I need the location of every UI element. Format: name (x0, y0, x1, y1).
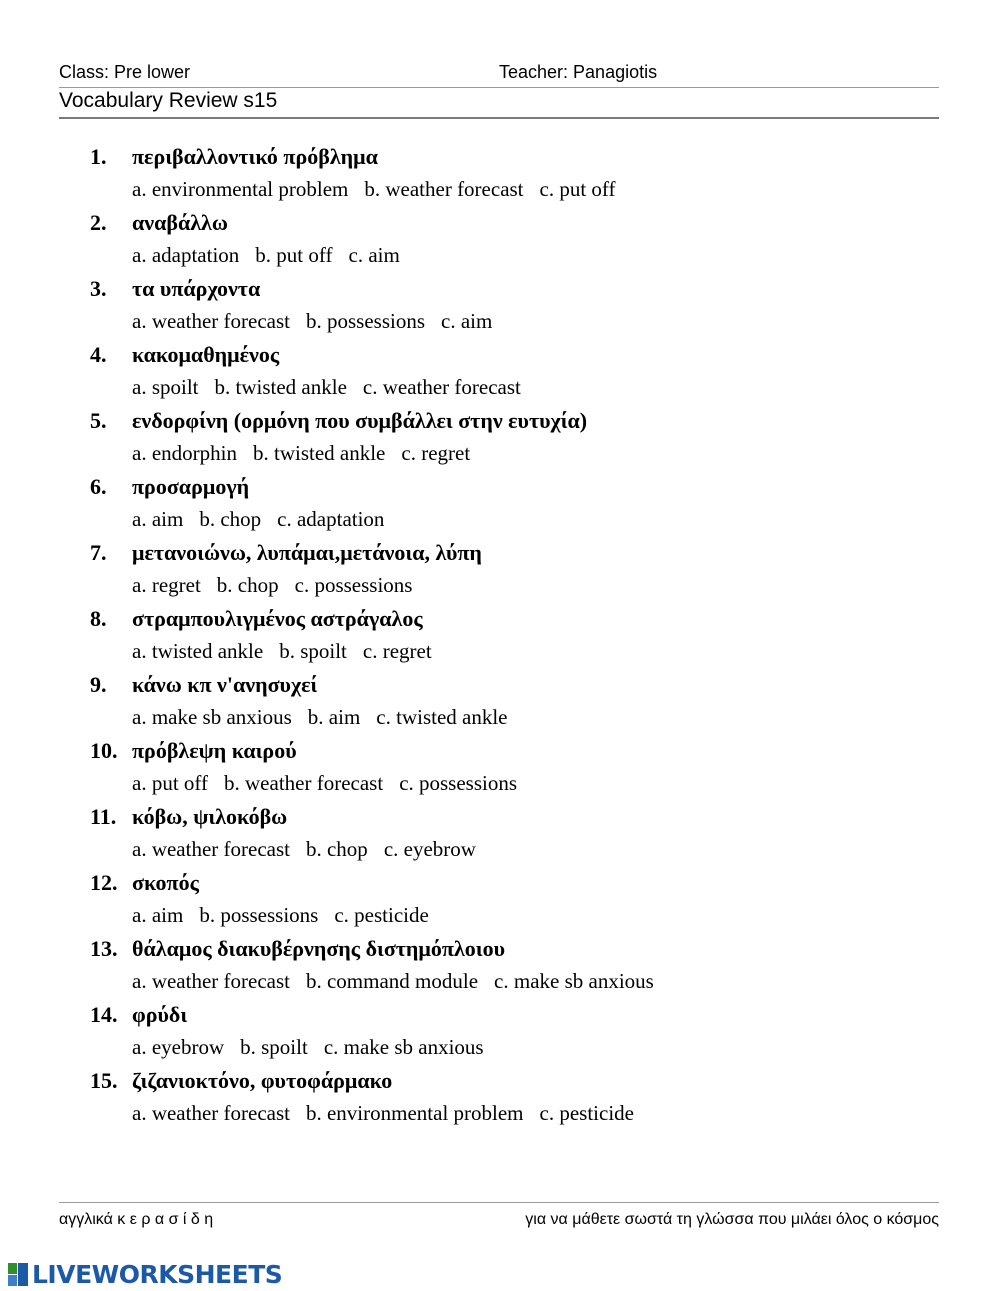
answer-option[interactable]: c. regret (401, 441, 471, 465)
answer-option[interactable]: b. spoilt (279, 639, 347, 663)
answer-options (132, 837, 492, 862)
answer-options (132, 507, 400, 532)
question-item (0, 538, 1000, 604)
answer-options (132, 1035, 500, 1060)
answer-option[interactable]: a. spoilt (132, 375, 199, 399)
answer-option[interactable]: b. weather forecast (364, 177, 524, 201)
question-item (0, 604, 1000, 670)
answer-options (132, 441, 486, 466)
question-prompt: ενδορφίνη (ορμόνη που συμβάλλει στην ευτυχία) (132, 408, 588, 433)
liveworksheets-logo-icon (8, 1260, 30, 1288)
answer-option[interactable]: b. spoilt (240, 1035, 308, 1059)
answer-option[interactable]: b. twisted ankle (252, 441, 386, 465)
question-prompt: περιβαλλοντικό πρόβλημα (132, 144, 378, 169)
answer-options (132, 177, 632, 202)
question-item (0, 208, 1000, 274)
question-number: 8. (90, 606, 107, 631)
answer-option[interactable]: a. weather forecast (132, 837, 290, 861)
header-info-row (59, 62, 939, 84)
liveworksheets-logo[interactable] (8, 1258, 282, 1290)
answer-option[interactable]: c. pesticide (334, 903, 429, 927)
question-number: 13. (90, 936, 118, 961)
question-list (0, 142, 1000, 1132)
logo-text: LIVEWORKSHEETS (32, 1259, 283, 1289)
question-number: 5. (90, 408, 107, 433)
answer-options (132, 243, 416, 268)
question-number: 10. (90, 738, 118, 763)
question-item (0, 406, 1000, 472)
answer-option[interactable]: b. possessions (305, 309, 426, 333)
question-number: 15. (90, 1068, 118, 1093)
question-item (0, 934, 1000, 1000)
question-prompt: τα υπάρχοντα (132, 276, 261, 301)
answer-options (132, 573, 428, 598)
answer-options (132, 969, 670, 994)
question-prompt: κόβω, ψιλοκόβω (132, 804, 288, 829)
question-item (0, 670, 1000, 736)
answer-option[interactable]: c. regret (362, 639, 432, 663)
question-prompt: πρόβλεψη καιρού (132, 738, 297, 763)
question-number: 4. (90, 342, 107, 367)
question-number: 1. (90, 144, 107, 169)
answer-option[interactable]: b. environmental problem (305, 1101, 524, 1125)
answer-options (132, 375, 537, 400)
answer-option[interactable]: c. adaptation (277, 507, 385, 531)
answer-option[interactable]: a. aim (132, 507, 184, 531)
question-item (0, 736, 1000, 802)
question-prompt: σκοπός (132, 870, 199, 895)
question-prompt: φρύδι (132, 1002, 188, 1027)
question-number: 9. (90, 672, 107, 697)
answer-option[interactable]: b. twisted ankle (214, 375, 347, 399)
question-item (0, 340, 1000, 406)
answer-option[interactable]: c. eyebrow (383, 837, 476, 861)
footer-right-text: για να μάθετε σωστά τη γλώσσα που μιλάει όλος ο κόσμος (525, 1211, 939, 1228)
answer-option[interactable]: a. environmental problem (132, 177, 349, 201)
answer-option[interactable]: c. make sb anxious (494, 969, 654, 993)
question-item (0, 472, 1000, 538)
question-prompt: κάνω κπ ν'ανησυχεί (132, 672, 318, 697)
question-item (0, 274, 1000, 340)
question-number: 6. (90, 474, 107, 499)
worksheet-title: Vocabulary Review s15 (59, 89, 278, 112)
answer-option[interactable]: c. weather forecast (362, 375, 521, 399)
answer-option[interactable]: c. twisted ankle (376, 705, 508, 729)
question-prompt: στραμπουλιγμένος αστράγαλος (132, 606, 423, 631)
answer-option[interactable]: a. regret (132, 573, 201, 597)
answer-options (132, 309, 508, 334)
answer-options (132, 639, 448, 664)
question-item (0, 1066, 1000, 1132)
answer-option[interactable]: c. pesticide (539, 1101, 634, 1125)
question-prompt: θάλαμος διακυβέρνησης διστημόπλοιου (132, 936, 505, 961)
answer-option[interactable]: b. chop (199, 507, 262, 531)
footer-left-text: αγγλικά κ ε ρ α σ ί δ η (59, 1211, 214, 1228)
answer-option[interactable]: a. make sb anxious (132, 705, 292, 729)
answer-option[interactable]: a. twisted ankle (132, 639, 264, 663)
question-prompt: προσαρμογή (132, 474, 250, 499)
answer-option[interactable]: b. weather forecast (224, 771, 384, 795)
answer-option[interactable]: a. aim (132, 903, 184, 927)
answer-option[interactable]: b. command module (305, 969, 479, 993)
question-number: 2. (90, 210, 107, 235)
question-number: 12. (90, 870, 118, 895)
question-number: 11. (90, 804, 117, 829)
answer-option[interactable]: a. eyebrow (132, 1035, 225, 1059)
teacher-label: Teacher: Panagiotis (499, 62, 658, 82)
question-number: 7. (90, 540, 107, 565)
question-number: 3. (90, 276, 107, 301)
answer-options (132, 903, 445, 928)
question-number: 14. (90, 1002, 118, 1027)
question-prompt: ζιζανιοκτόνο, φυτοφάρμακο (132, 1068, 393, 1093)
header-divider (59, 87, 939, 88)
question-item (0, 142, 1000, 208)
answer-option[interactable]: b. chop (216, 573, 279, 597)
answer-option[interactable]: b. possessions (199, 903, 319, 927)
question-item (0, 1000, 1000, 1066)
question-prompt: κακομαθημένος (132, 342, 280, 367)
answer-option[interactable]: a. weather forecast (132, 969, 290, 993)
answer-option[interactable]: c. aim (348, 243, 400, 267)
footer-divider (59, 1202, 939, 1203)
answer-option[interactable]: c. aim (441, 309, 493, 333)
answer-option[interactable]: b. chop (305, 837, 368, 861)
answer-option[interactable]: a. put off (132, 771, 209, 795)
answer-option[interactable]: b. put off (255, 243, 333, 267)
answer-options (132, 705, 524, 730)
title-divider (59, 117, 939, 119)
answer-options (132, 1101, 650, 1126)
question-prompt: μετανοιώνω, λυπάμαι,μετάνοια, λύπη (132, 540, 482, 565)
answer-option[interactable]: a. weather forecast (132, 309, 290, 333)
answer-option[interactable]: b. aim (307, 705, 361, 729)
answer-option[interactable]: a. endorphin (132, 441, 237, 465)
question-prompt: αναβάλλω (132, 210, 228, 235)
answer-option[interactable]: c. put off (539, 177, 616, 201)
question-item (0, 868, 1000, 934)
answer-option[interactable]: a. weather forecast (132, 1101, 290, 1125)
answer-option[interactable]: c. possessions (294, 573, 413, 597)
answer-option[interactable]: a. adaptation (132, 243, 240, 267)
class-label: Class: Pre lower (59, 62, 191, 82)
answer-options (132, 771, 533, 796)
answer-option[interactable]: c. make sb anxious (323, 1035, 484, 1059)
question-item (0, 802, 1000, 868)
answer-option[interactable]: c. possessions (399, 771, 518, 795)
